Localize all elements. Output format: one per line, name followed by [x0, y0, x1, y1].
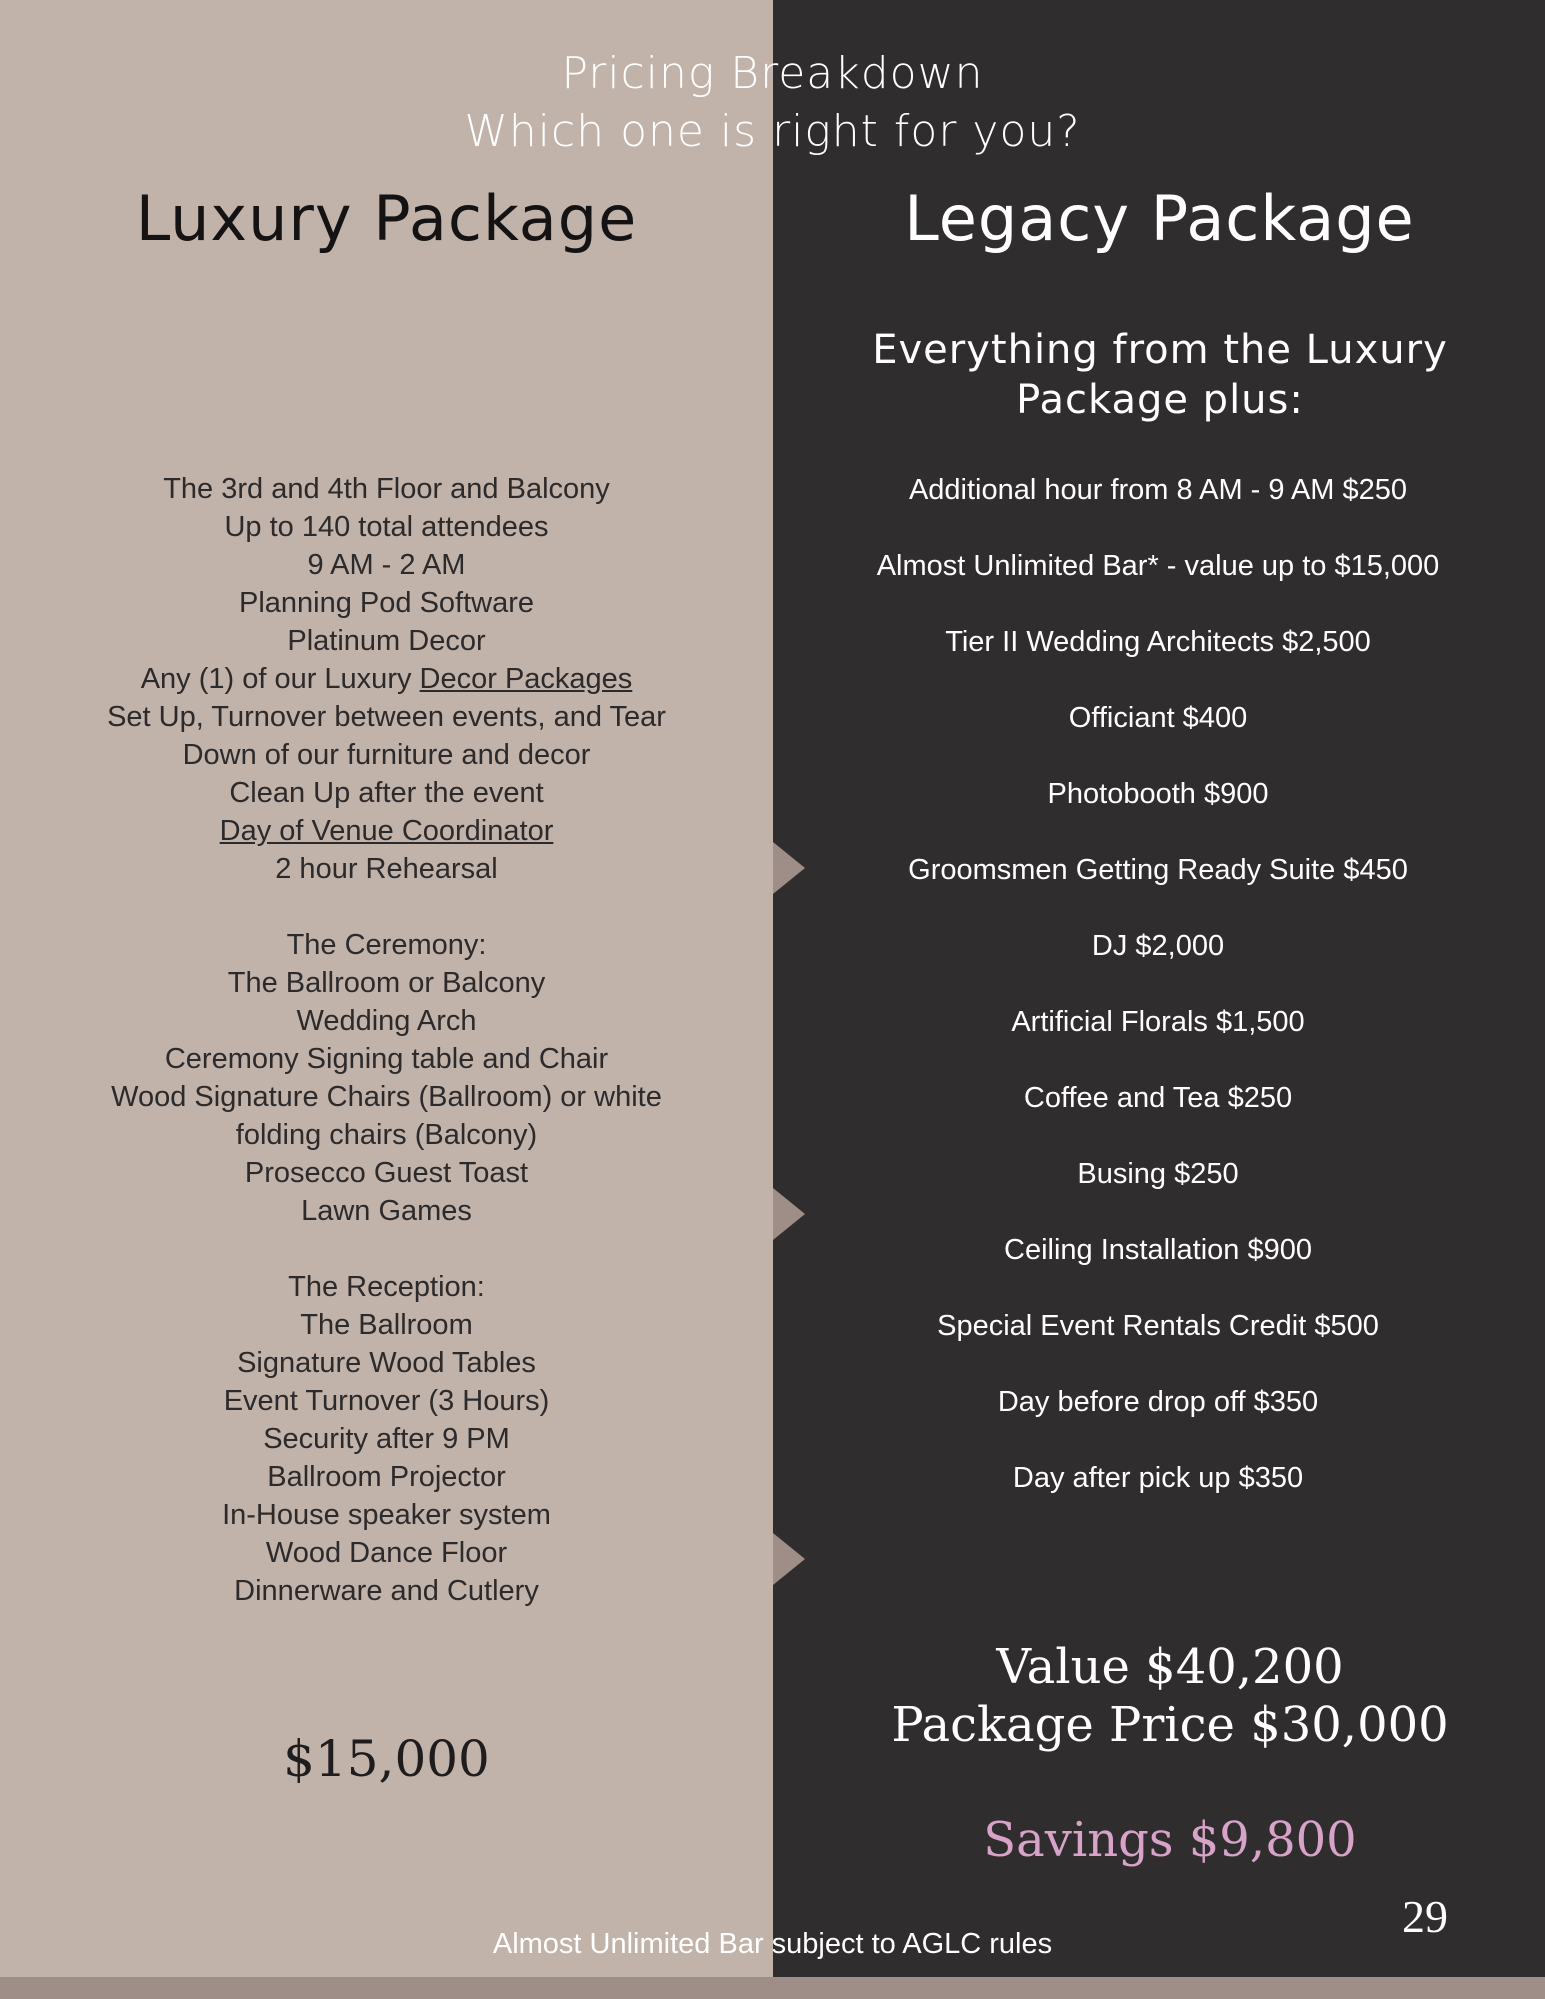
footnote: Almost Unlimited Bar subject to AGLC rules	[492, 1928, 1053, 1960]
list-item: Day after pick up $350	[1012, 1462, 1304, 1494]
list-item: Clean Up after the event	[229, 777, 544, 809]
list-item: Security after 9 PM	[263, 1423, 510, 1455]
list-item: Down of our furniture and decor	[182, 739, 591, 771]
divider-arrow-icon	[773, 1533, 805, 1585]
list-item: Wedding Arch	[296, 1005, 477, 1037]
list-item-text: Any (1) of our Luxury	[140, 663, 420, 695]
legacy-intro-line: Everything from the Luxury	[872, 327, 1448, 373]
list-item: Officiant $400	[1068, 702, 1248, 734]
list-item	[50, 812, 723, 850]
list-item: DJ $2,000	[1091, 930, 1225, 962]
legacy-intro-line: Package plus:	[1016, 377, 1304, 423]
list-item: Groomsmen Getting Ready Suite $450	[908, 854, 1408, 886]
list-item	[50, 660, 723, 698]
luxury-inclusions-list	[50, 470, 723, 1610]
list-item: Wood Dance Floor	[265, 1537, 508, 1569]
list-item: Set Up, Turnover between events, and Tear	[107, 701, 666, 733]
ceremony-heading: The Ceremony:	[286, 929, 487, 961]
list-item: 2 hour Rehearsal	[275, 853, 498, 885]
list-item: Up to 140 total attendees	[224, 511, 549, 543]
list-item: Wood Signature Chairs (Ballroom) or white	[111, 1081, 662, 1113]
list-item: Tier II Wedding Architects $2,500	[945, 626, 1371, 658]
luxury-price: $15,000	[283, 1730, 490, 1788]
page-number: 29	[1402, 1891, 1448, 1942]
legacy-additions-list	[800, 470, 1516, 1534]
list-item: The Ballroom	[300, 1309, 473, 1341]
legacy-intro	[830, 325, 1490, 425]
list-item: Additional hour from 8 AM - 9 AM $250	[908, 474, 1408, 506]
list-item: The 3rd and 4th Floor and Balcony	[163, 473, 610, 505]
legacy-package-title: Legacy Package	[904, 182, 1415, 255]
list-item: Photobooth $900	[1047, 778, 1269, 810]
legacy-pricing	[830, 1638, 1510, 1754]
list-item: Coffee and Tea $250	[1023, 1082, 1293, 1114]
list-item: Signature Wood Tables	[237, 1347, 536, 1379]
page-subtitle: Which one is right for you?	[464, 106, 1081, 157]
venue-coordinator-link[interactable]: Day of Venue Coordinator	[219, 815, 554, 847]
list-item: 9 AM - 2 AM	[307, 549, 466, 581]
list-item: Busing $250	[1077, 1158, 1239, 1190]
list-item: Planning Pod Software	[238, 587, 535, 619]
list-item: In-House speaker system	[222, 1499, 551, 1531]
list-item: Special Event Rentals Credit $500	[937, 1310, 1379, 1342]
decor-packages-link[interactable]: Decor Packages	[419, 663, 633, 695]
list-item: folding chairs (Balcony)	[235, 1119, 538, 1151]
page-title: Pricing Breakdown	[561, 48, 984, 99]
list-item: Ceiling Installation $900	[1004, 1234, 1312, 1266]
legacy-savings: Savings $9,800	[983, 1812, 1357, 1868]
list-item: Ceremony Signing table and Chair	[164, 1043, 609, 1075]
list-item: Dinnerware and Cutlery	[234, 1575, 539, 1607]
list-item: Event Turnover (3 Hours)	[223, 1385, 550, 1417]
list-item: Day before drop off $350	[997, 1386, 1319, 1418]
list-item: Artificial Florals $1,500	[1011, 1006, 1305, 1038]
list-item: Ballroom Projector	[267, 1461, 506, 1493]
list-item: Lawn Games	[301, 1195, 472, 1227]
bottom-bar	[0, 1977, 1545, 1999]
list-item: The Ballroom or Balcony	[227, 967, 546, 999]
list-item: Almost Unlimited Bar* - value up to $15,000	[876, 550, 1440, 582]
list-item: Platinum Decor	[287, 625, 486, 657]
reception-heading: The Reception:	[288, 1271, 485, 1303]
legacy-package-price: Package Price $30,000	[891, 1697, 1449, 1753]
legacy-value: Value $40,200	[996, 1639, 1344, 1695]
list-item: Prosecco Guest Toast	[244, 1157, 529, 1189]
luxury-package-title: Luxury Package	[135, 182, 638, 255]
